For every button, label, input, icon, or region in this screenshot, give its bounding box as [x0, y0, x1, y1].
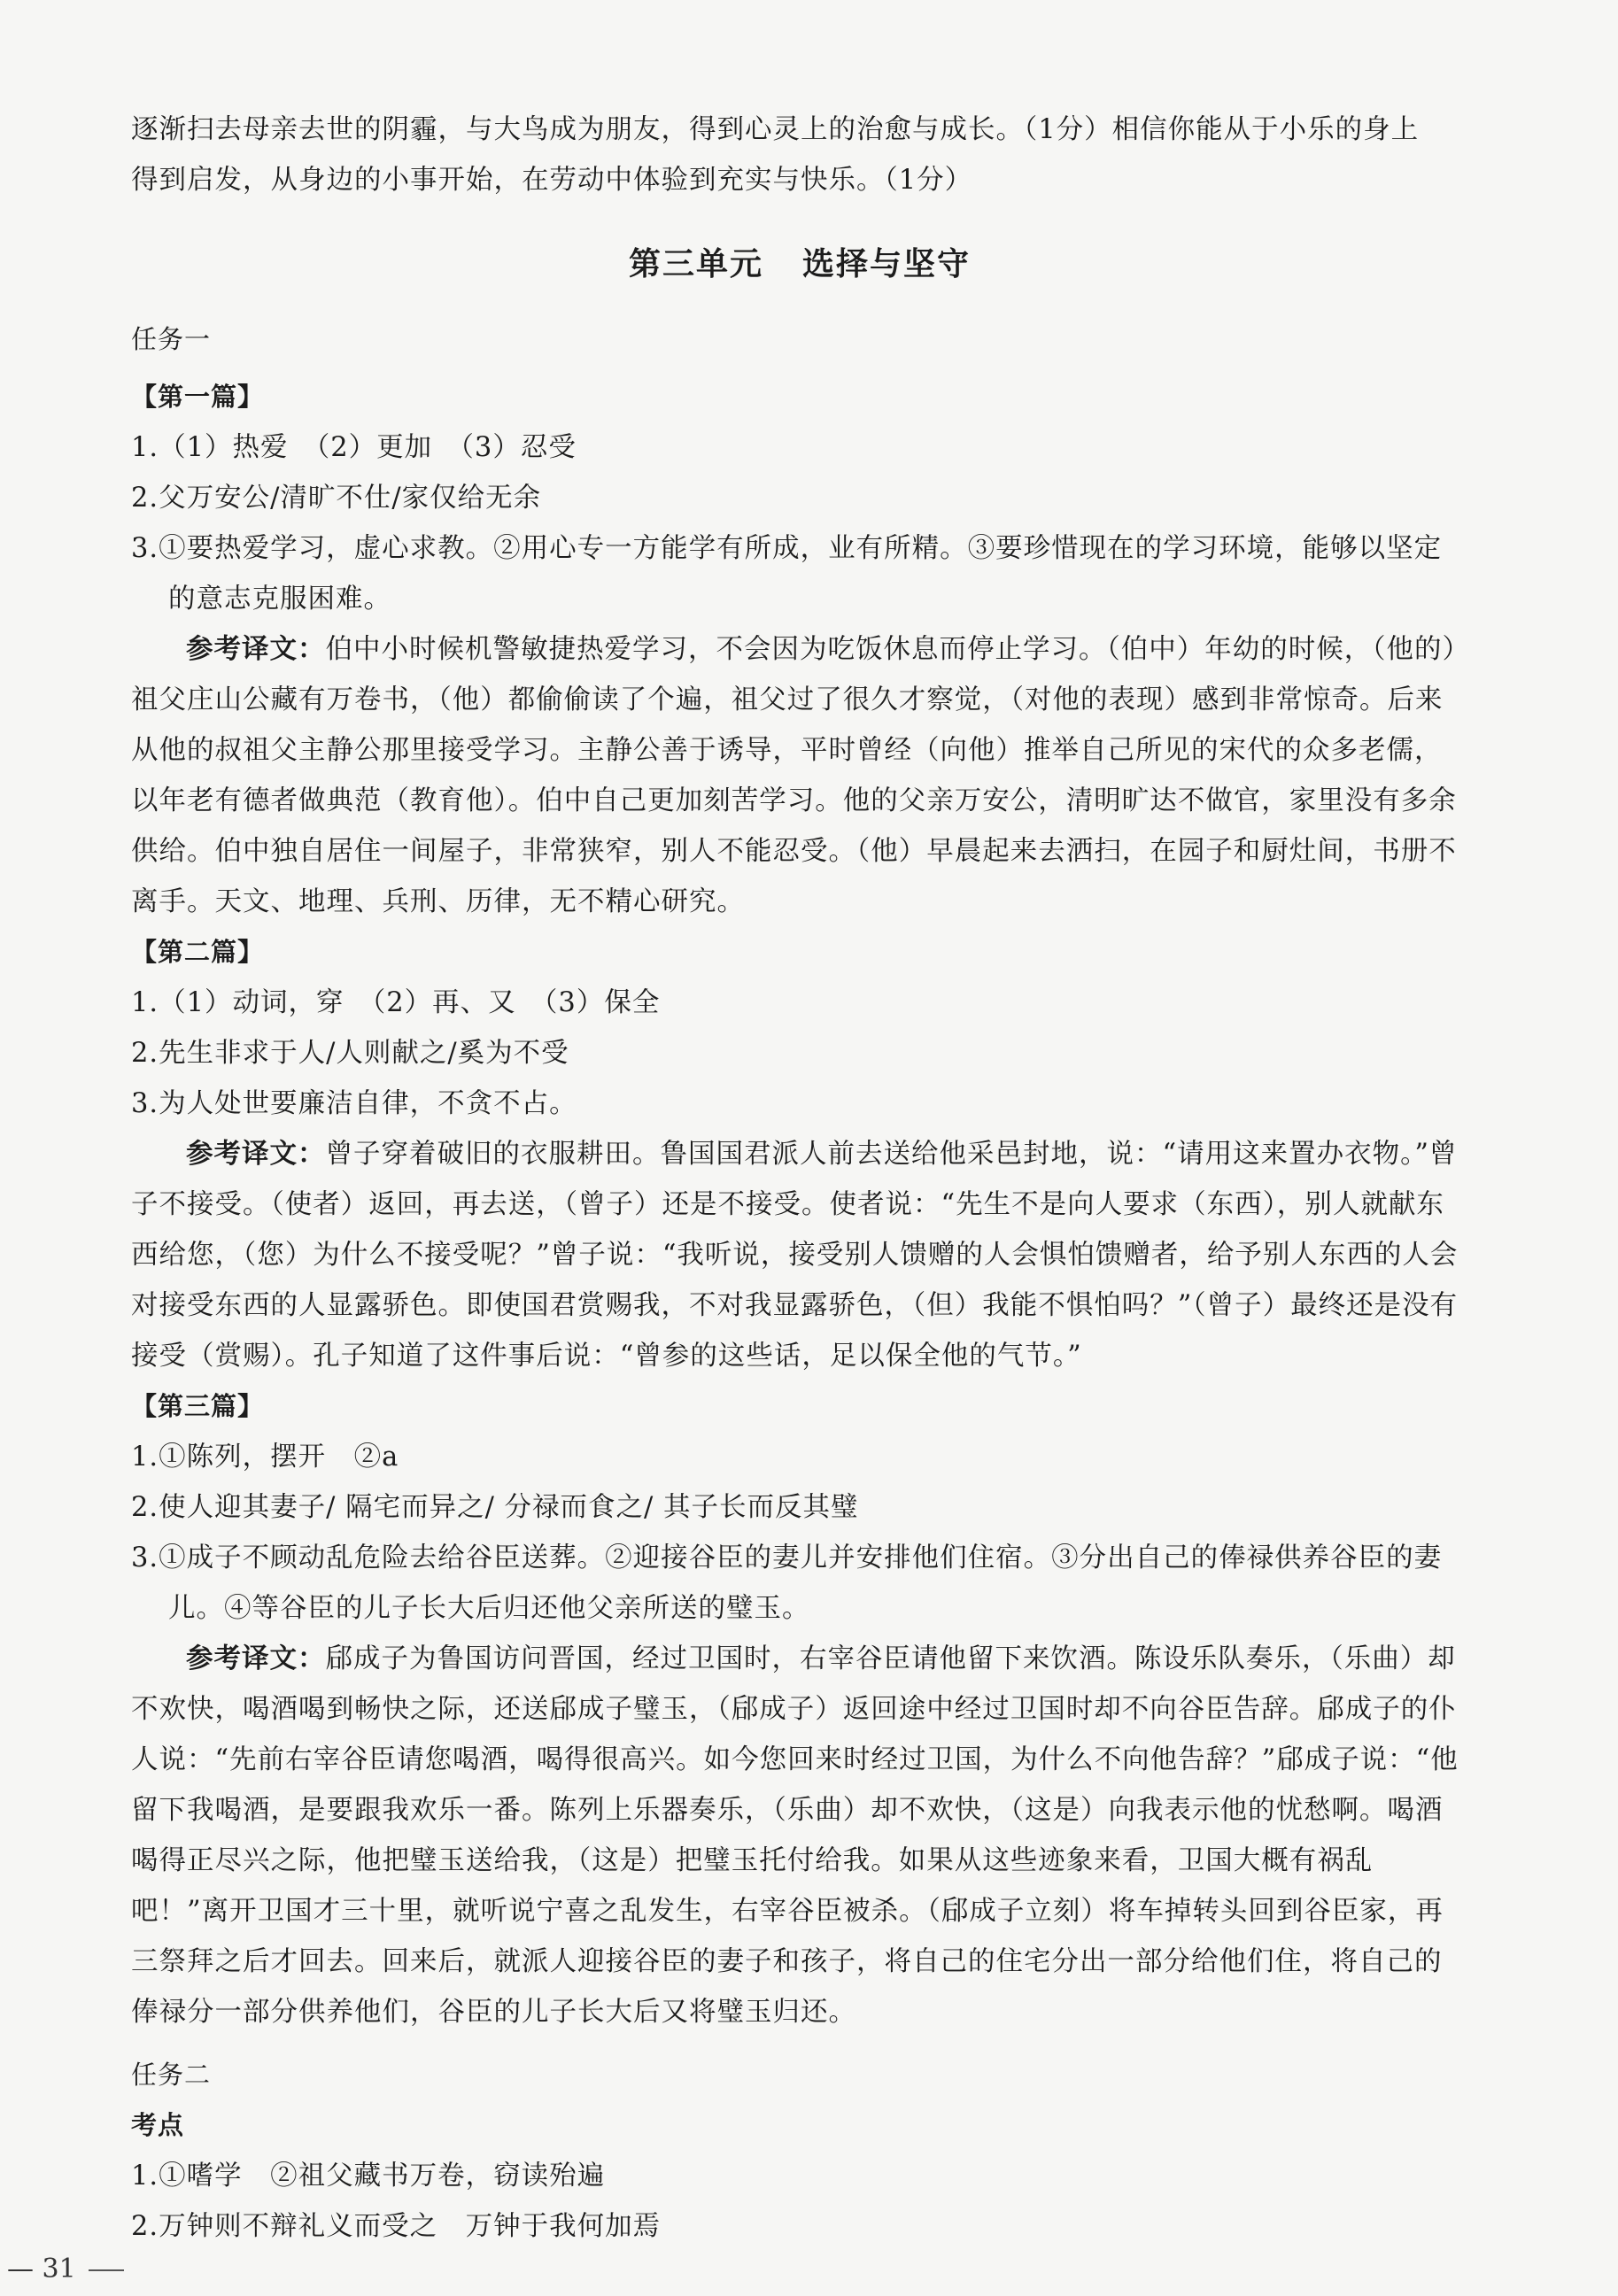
answer-item: 3.①要热爱学习，虚心求教。②用心专一方能学有所成，业有所精。③要珍惜现在的学习环境，能够以坚定的意志克服困难。 — [131, 533, 1443, 615]
page-number: — 31 — [7, 2253, 136, 2284]
translation: 参考译文：伯中小时候机警敏捷热爱学习，不会因为吃饭休息而停止学习。（伯中）年幼的时候，（他的）祖父庄山公藏有万卷书，（他）都偷偷读了个遍，祖父过了很久才察觉，（对他的表现）感到非常惊奇。后来从他的叔祖父主静公那里接受学习。主静公善于诱导，平时曾经（向他）推举自己所见的宋代的众多老儒，以年老有德者做典范（教育他）。伯中自己更加刻苦学习。他的父亲万安公，清明旷达不做官，家里没有多余供给。伯中独自居住一间屋子，非常狭窄，别人不能忍受。（他）早晨起来去洒扫，在园子和厨灶间，书册不离手。天文、地理、兵刑、历律，无不精心研究。 — [131, 634, 1457, 917]
answer-page — [131, 104, 1468, 2252]
answer-item: 2.先生非求于人/人则献之/奚为不受 — [131, 1038, 569, 1069]
task2-heading: 任务二 — [131, 2060, 212, 2090]
answer-item: 2.父万安公/清旷不仕/家仅给无余 — [131, 483, 542, 514]
answer-item: 1.（1）热爱 （2）更加 （3）忍受 — [131, 432, 577, 463]
answer-item: 1.①陈列，摆开 ②a — [131, 1442, 399, 1473]
intro-line: 逐渐扫去母亲去世的阴霾，与大鸟成为朋友，得到心灵上的治愈与成长。（1分）相信你能从于小乐的身上 — [131, 114, 1420, 145]
page-number-dash — [89, 2269, 124, 2271]
translation: 参考译文：郈成子为鲁国访问晋国，经过卫国时，右宰谷臣请他留下来饮酒。陈设乐队奏乐，（乐曲）却不欢快，喝酒喝到畅快之际，还送郈成子璧玉，（郈成子）返回途中经过卫国时却不向谷臣告辞。郈成子的仆人说：“先前右宰谷臣请您喝酒，喝得很高兴。如今您回来时经过卫国，为什么不向他告辞？”郈成子说：“他留下我喝酒，是要跟我欢乐一番。陈列上乐器奏乐，（乐曲）却不欢快，（这是）向我表示他的忧愁啊。喝酒喝得正尽兴之际，他把璧玉送给我，（这是）把璧玉托付给我。如果从这些迹象来看，卫国大概有祸乱吧！”离开卫国才三十里，就听说宁喜之乱发生，右宰谷臣被杀。（郈成子立刻）将车掉转头回到谷臣家，再三祭拜之后才回去。回来后，就派人迎接谷臣的妻子和孩子，将自己的住宅分出一部分给他们住，将自己的俸禄分一部分供养他们，谷臣的儿子长大后又将璧玉归还。 — [131, 1643, 1459, 2028]
answer-item: 3.①成子不顾动乱危险去给谷臣送葬。②迎接谷臣的妻儿并安排他们住宿。③分出自己的俸禄供养谷臣的妻儿。④等谷臣的儿子长大后归还他父亲所送的璧玉。 — [131, 1542, 1443, 1624]
task2-subheading: 考点 — [131, 2110, 185, 2140]
passage1-heading: 【第一篇】 — [131, 382, 265, 412]
translation: 参考译文：曾子穿着破旧的衣服耕田。鲁国国君派人前去送给他采邑封地，说：“请用这来置办衣物。”曾子不接受。（使者）返回，再去送，（曾子）还是不接受。使者说：“先生不是向人要求（东西），别人就献东西给您，（您）为什么不接受呢？”曾子说：“我听说，接受别人馈赠的人会惧怕馈赠者，给予别人东西的人会对接受东西的人显露骄色。即使国君赏赐我，不对我显露骄色，（但）我能不惧怕吗？”（曾子）最终还是没有接受（赏赐）。孔子知道了这件事后说：“曾参的这些话，足以保全他的气节。” — [131, 1139, 1459, 1372]
answer-item: 2.万钟则不辩礼义而受之 万钟于我何加焉 — [131, 2211, 662, 2242]
answer-item: 2.使人迎其妻子/ 隔宅而异之/ 分禄而食之/ 其子长而反其璧 — [131, 1492, 859, 1523]
passage2-heading: 【第二篇】 — [131, 937, 265, 967]
intro-line: 得到启发，从身边的小事开始，在劳动中体验到充实与快乐。（1分） — [131, 165, 973, 196]
unit-title: 第三单元 选择与坚守 — [628, 246, 972, 282]
answer-item: 1.①嗜学 ②祖父藏书万卷，窃读殆遍 — [131, 2161, 606, 2192]
answer-item: 3.为人处世要廉洁自律，不贪不占。 — [131, 1088, 577, 1119]
task1-heading: 任务一 — [131, 324, 212, 354]
passage3-heading: 【第三篇】 — [131, 1391, 265, 1421]
answer-item: 1.（1）动词，穿 （2）再、又 （3）保全 — [131, 987, 661, 1018]
